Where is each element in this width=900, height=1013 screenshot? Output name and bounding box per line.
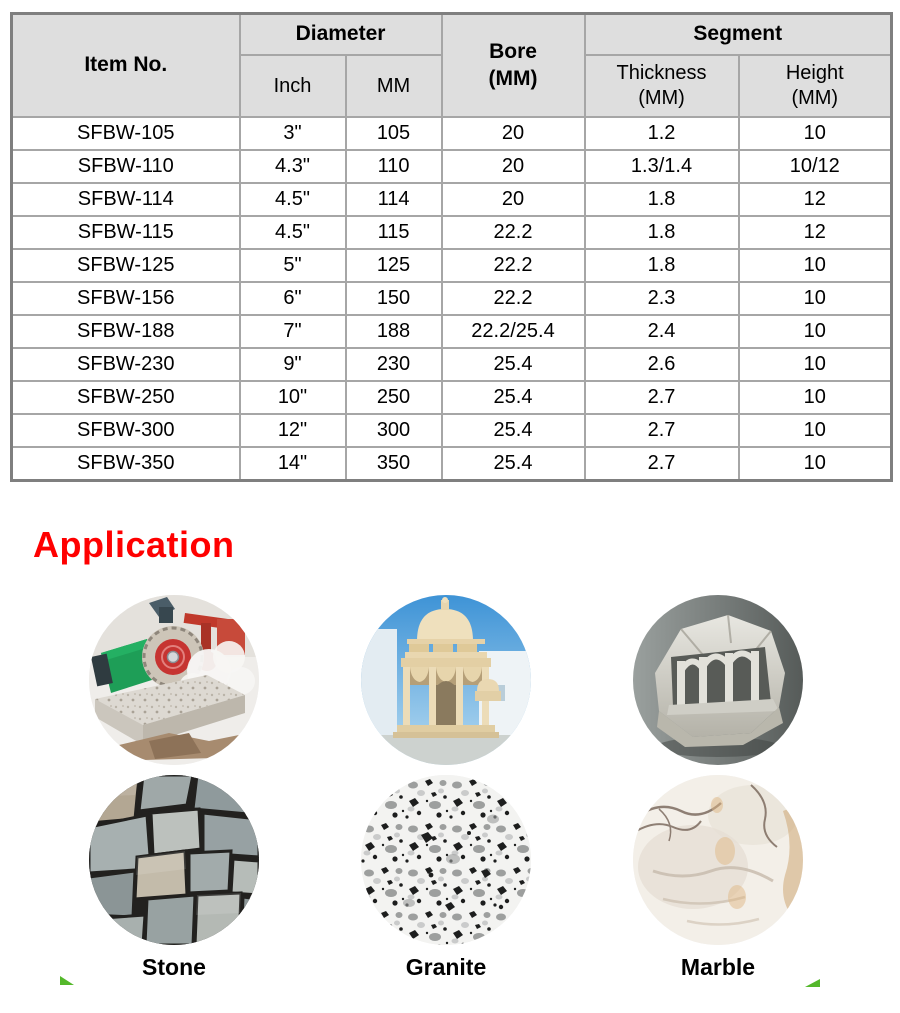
cell-diameter-mm: 250 (346, 381, 442, 414)
header-height-line2: (MM) (791, 87, 839, 109)
cell-item-no: SFBW-105 (12, 117, 240, 150)
header-segment: Segment (585, 14, 892, 56)
cell-item-no: SFBW-156 (12, 282, 240, 315)
cell-segment-height: 10 (739, 348, 892, 381)
stone-cutting-machine-photo (89, 595, 259, 765)
cell-diameter-inch: 12" (240, 414, 346, 447)
photo-label-marble: Marble (680, 954, 756, 980)
header-bore (442, 14, 585, 118)
cell-item-no: SFBW-114 (12, 183, 240, 216)
cell-diameter-inch: 4.3" (240, 150, 346, 183)
cell-segment-height: 10/12 (739, 150, 892, 183)
header-bore-line1: Bore (489, 40, 537, 64)
header-row-top (12, 14, 892, 56)
stone-cutting-machine-image (89, 595, 259, 765)
cell-diameter-mm: 300 (346, 414, 442, 447)
cell-segment-thickness: 1.2 (585, 117, 739, 150)
spec-table-body (12, 117, 892, 481)
cell-diameter-inch: 4.5" (240, 216, 346, 249)
application-item-stone (38, 775, 310, 981)
cell-diameter-inch: 4.5" (240, 183, 346, 216)
photo-label-granite: Granite (405, 954, 487, 980)
table-row (12, 117, 892, 150)
table-row (12, 414, 892, 447)
cell-segment-thickness: 2.7 (585, 414, 739, 447)
carved-marble-block-photo (633, 595, 803, 765)
cell-item-no: SFBW-110 (12, 150, 240, 183)
cell-segment-height: 10 (739, 381, 892, 414)
cell-item-no: SFBW-230 (12, 348, 240, 381)
cell-segment-thickness: 2.6 (585, 348, 739, 381)
cell-diameter-inch: 10" (240, 381, 346, 414)
header-height-line1: Height (785, 62, 844, 84)
cell-diameter-mm: 115 (346, 216, 442, 249)
cell-item-no: SFBW-350 (12, 447, 240, 481)
cell-bore: 25.4 (442, 348, 585, 381)
cell-item-no: SFBW-188 (12, 315, 240, 348)
header-diameter: Diameter (240, 14, 442, 56)
cell-diameter-mm: 125 (346, 249, 442, 282)
cell-segment-thickness: 2.7 (585, 447, 739, 481)
marble-texture-photo (633, 775, 803, 945)
cell-bore: 20 (442, 183, 585, 216)
table-row (12, 150, 892, 183)
cell-segment-height: 10 (739, 315, 892, 348)
cell-segment-height: 12 (739, 183, 892, 216)
table-row (12, 282, 892, 315)
table-row (12, 348, 892, 381)
marble-texture-image (633, 775, 803, 945)
application-item-carving (582, 595, 854, 765)
cell-segment-height: 10 (739, 447, 892, 481)
table-row (12, 447, 892, 481)
application-title: Application (33, 524, 235, 565)
cell-diameter-mm: 150 (346, 282, 442, 315)
cell-segment-thickness: 1.3/1.4 (585, 150, 739, 183)
cell-segment-thickness: 2.4 (585, 315, 739, 348)
stone-wall-photo (89, 775, 259, 945)
header-thickness-line2: (MM) (638, 87, 685, 109)
cell-item-no: SFBW-300 (12, 414, 240, 447)
cell-bore: 22.2 (442, 249, 585, 282)
stone-wall-image (89, 775, 259, 945)
header-thickness (585, 55, 739, 117)
cell-diameter-inch: 6" (240, 282, 346, 315)
cell-bore: 25.4 (442, 414, 585, 447)
cell-bore: 22.2 (442, 282, 585, 315)
cell-item-no: SFBW-125 (12, 249, 240, 282)
cell-segment-thickness: 2.3 (585, 282, 739, 315)
cell-segment-thickness: 1.8 (585, 216, 739, 249)
table-row (12, 183, 892, 216)
carved-marble-block-image (633, 595, 803, 765)
table-row (12, 315, 892, 348)
photo-label-stone: Stone (142, 954, 206, 980)
cell-diameter-mm: 110 (346, 150, 442, 183)
cell-segment-height: 10 (739, 282, 892, 315)
cell-diameter-mm: 105 (346, 117, 442, 150)
table-row (12, 249, 892, 282)
application-item-temple (310, 595, 582, 765)
cell-diameter-mm: 230 (346, 348, 442, 381)
header-height (739, 55, 892, 117)
sandstone-temple-photo (361, 595, 531, 765)
cell-bore: 20 (442, 117, 585, 150)
table-row (12, 216, 892, 249)
application-item-marble (582, 775, 854, 981)
cell-bore: 22.2 (442, 216, 585, 249)
cell-item-no: SFBW-115 (12, 216, 240, 249)
cell-diameter-mm: 188 (346, 315, 442, 348)
cell-segment-height: 10 (739, 414, 892, 447)
cell-diameter-mm: 114 (346, 183, 442, 216)
cell-diameter-inch: 14" (240, 447, 346, 481)
cell-segment-height: 10 (739, 117, 892, 150)
application-item-cutting (38, 595, 310, 765)
granite-texture-photo (361, 775, 531, 945)
cell-segment-thickness: 1.8 (585, 249, 739, 282)
cell-bore: 20 (442, 150, 585, 183)
cell-bore: 22.2/25.4 (442, 315, 585, 348)
header-bore-line2: (MM) (488, 66, 538, 90)
cell-diameter-inch: 7" (240, 315, 346, 348)
cell-bore: 25.4 (442, 447, 585, 481)
application-photo-grid (38, 595, 862, 981)
table-row (12, 381, 892, 414)
header-item-no: Item No. (12, 14, 240, 118)
cell-item-no: SFBW-250 (12, 381, 240, 414)
header-thickness-line1: Thickness (616, 62, 707, 84)
cell-segment-height: 12 (739, 216, 892, 249)
application-item-granite (310, 775, 582, 981)
cell-segment-thickness: 2.7 (585, 381, 739, 414)
cell-diameter-inch: 3" (240, 117, 346, 150)
granite-texture-image (361, 775, 531, 945)
cell-diameter-inch: 5" (240, 249, 346, 282)
sandstone-temple-image (361, 595, 531, 765)
cell-bore: 25.4 (442, 381, 585, 414)
cell-diameter-mm: 350 (346, 447, 442, 481)
header-inch: Inch (240, 55, 346, 117)
cell-segment-height: 10 (739, 249, 892, 282)
cell-segment-thickness: 1.8 (585, 183, 739, 216)
cell-diameter-inch: 9" (240, 348, 346, 381)
spec-table (10, 12, 893, 482)
header-mm: MM (346, 55, 442, 117)
